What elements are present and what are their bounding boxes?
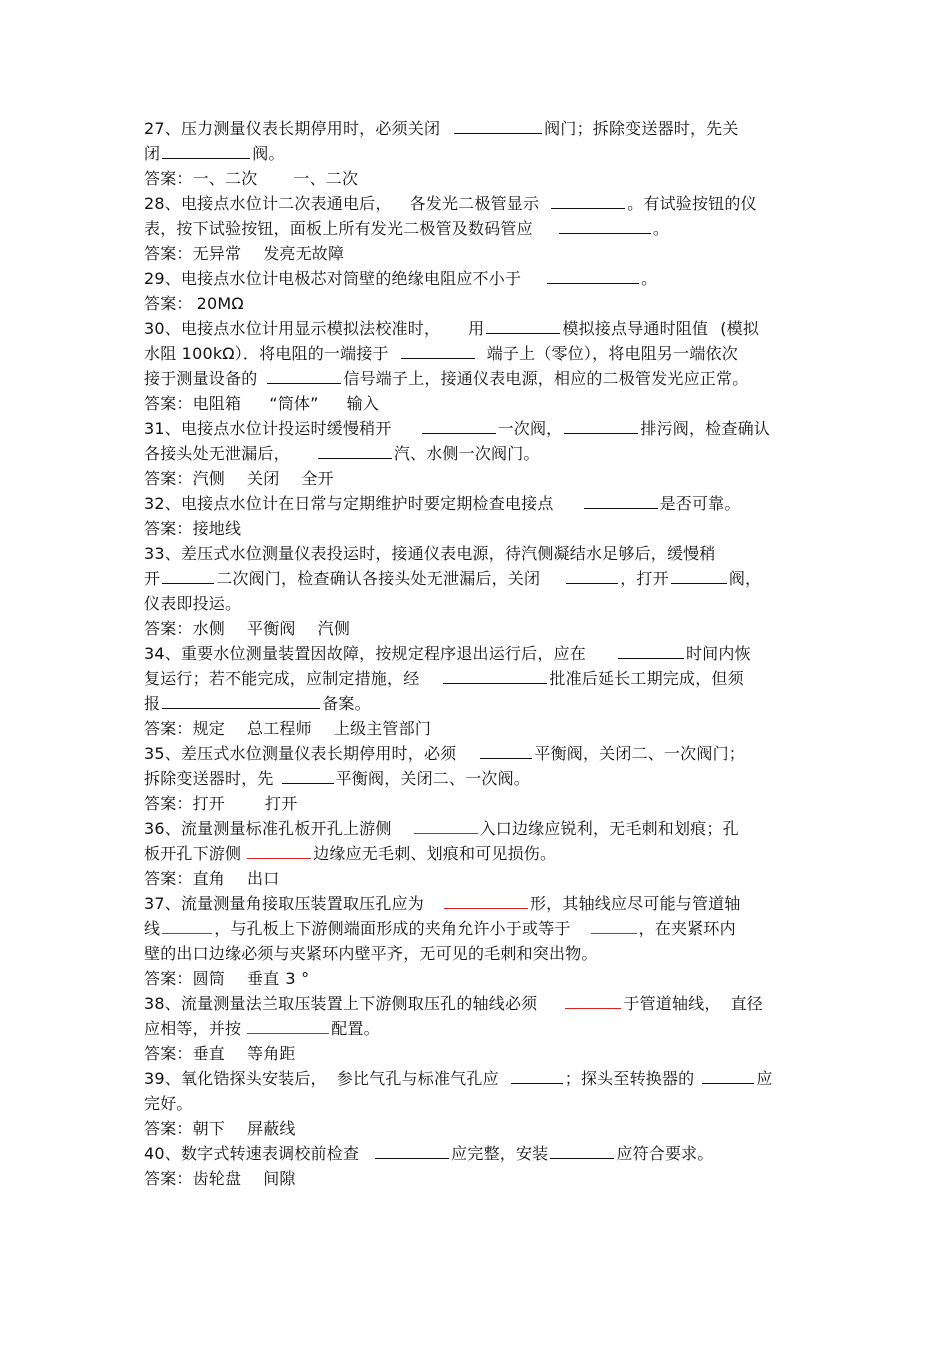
question-line [144, 841, 809, 866]
fill-in-blank [162, 693, 320, 709]
question-line [144, 941, 809, 966]
text-segment: 31、电接点水位计投运时缓慢稍开 [144, 419, 392, 438]
fill-in-blank [486, 318, 560, 334]
question-line [144, 741, 809, 766]
fill-in-blank [454, 118, 542, 134]
text-segment: 发亮无故障 [263, 244, 345, 263]
answer-line [144, 291, 809, 316]
question-line [144, 1066, 809, 1091]
fill-in-blank [547, 268, 639, 284]
text-segment: 答案：直角 [144, 869, 226, 888]
text-segment: 答案：齿轮盘 [144, 1169, 242, 1188]
text-segment: 批准后延长工期完成，但须 [549, 669, 744, 688]
text-segment: 打开 [265, 794, 298, 813]
fill-in-blank [559, 218, 651, 234]
fill-in-blank [702, 1068, 754, 1084]
text-segment: (模拟 [720, 319, 760, 338]
text-segment: 完好。 [144, 1094, 193, 1113]
question-line [144, 191, 809, 216]
text-segment: ，在夹紧环内 [638, 919, 736, 938]
fill-in-blank [618, 643, 684, 659]
text-segment: 复运行；若不能完成，应制定措施，经 [144, 669, 420, 688]
fill-in-blank [247, 1018, 329, 1034]
text-segment: 39、氧化锆探头安装后， [144, 1069, 327, 1088]
answer-line [144, 241, 809, 266]
fill-in-blank [511, 1068, 563, 1084]
question-line [144, 366, 809, 391]
text-segment: 备案。 [322, 694, 371, 713]
fill-in-blank [671, 568, 727, 584]
text-segment: 直径 [730, 994, 763, 1013]
text-segment: 间隙 [263, 1169, 296, 1188]
question-line [144, 441, 809, 466]
text-segment: ，与孔板上下游侧端面形成的夹角允许小于或等于 [214, 919, 571, 938]
text-segment: 拆除变送器时，先 [144, 769, 274, 788]
text-segment: 答案：圆筒 [144, 969, 226, 988]
question-line [144, 816, 809, 841]
answer-line [144, 966, 809, 991]
document-body [144, 116, 809, 1191]
fill-in-blank [401, 343, 475, 359]
text-segment: 报 [144, 694, 161, 713]
text-segment: 答案：水侧 [144, 619, 226, 638]
text-segment: 排污阀，检查确认 [640, 419, 770, 438]
text-segment: 37、流量测量角接取压装置取压孔应为 [144, 894, 424, 913]
text-segment: 二次阀门，检查确认各接头处无泄漏后，关闭 [216, 569, 541, 588]
fill-in-blank [318, 443, 392, 459]
text-segment: 垂直 [247, 969, 280, 988]
answer-line [144, 1116, 809, 1141]
text-segment: 输入 [346, 394, 379, 413]
text-segment: 平衡阀 [247, 619, 296, 638]
question-line [144, 916, 809, 941]
answer-line [144, 716, 809, 741]
question-line [144, 691, 809, 716]
text-segment: 应相等，并按 [144, 1019, 242, 1038]
text-segment: 表，按下试验按钮，面板上所有发光二极管及数码管应 [144, 219, 533, 238]
text-segment: 应完整，安装 [451, 1144, 549, 1163]
text-segment: 边缘应无毛刺、划痕和可见损伤。 [313, 844, 557, 863]
text-segment: 全开 [301, 469, 334, 488]
text-segment: 线 [144, 919, 161, 938]
fill-in-blank [565, 993, 621, 1009]
text-segment: 答案：垂直 [144, 1044, 226, 1063]
answer-line [144, 466, 809, 491]
text-segment: 开 [144, 569, 161, 588]
text-segment: 36、流量测量标准孔板开孔上游侧 [144, 819, 392, 838]
question-line [144, 891, 809, 916]
question-line [144, 1016, 809, 1041]
question-line [144, 666, 809, 691]
text-segment: 34、重要水位测量装置因故障，按规定程序退出运行后，应在 [144, 644, 586, 663]
text-segment: 答案：接地线 [144, 519, 242, 538]
text-segment: 35、差压式水位测量仪表长期停用时，必须 [144, 744, 457, 763]
text-segment: 平衡阀，关闭二、一次阀门； [534, 744, 745, 763]
question-line [144, 591, 809, 616]
text-segment: 用 [468, 319, 485, 338]
text-segment: ，打开 [620, 569, 669, 588]
text-segment: 各发光二极管显示 [409, 194, 540, 213]
question-line [144, 566, 809, 591]
text-segment: 答案： [144, 294, 193, 313]
text-segment: “筒体” [269, 394, 319, 413]
fill-in-blank [444, 893, 528, 909]
fill-in-blank [443, 668, 547, 684]
text-segment: 接于测量设备的 [144, 369, 258, 388]
text-segment: 信号端子上，接通仪表电源，相应的二极管发光应正常。 [343, 369, 749, 388]
fill-in-blank [375, 1143, 449, 1159]
question-line [144, 141, 809, 166]
answer-line [144, 166, 809, 191]
answer-line [144, 616, 809, 641]
text-segment: 40、数字式转速表调校前检查 [144, 1144, 360, 1163]
text-segment: 一次阀， [497, 419, 563, 438]
fill-in-blank [162, 143, 250, 159]
text-segment: 。有试验按钮的仪 [627, 194, 757, 213]
text-segment: 上级主管部门 [333, 719, 432, 738]
text-segment: 阀， [728, 569, 762, 588]
answer-line [144, 1166, 809, 1191]
text-segment: 板开孔下游侧 [144, 844, 242, 863]
question-line [144, 216, 809, 241]
text-segment: 平衡阀，关闭二、一次阀。 [335, 769, 531, 788]
text-segment: 38、流量测量法兰取压装置上下游侧取压孔的轴线必须 [144, 994, 538, 1013]
text-segment: 28、电接点水位计二次表通电后， [144, 194, 392, 213]
text-segment: 29、电接点水位计电极芯对筒壁的绝缘电阻应不小于 [144, 269, 522, 288]
text-segment: 模拟接点导通时阻值 [562, 319, 709, 338]
question-line [144, 116, 809, 141]
fill-in-blank [566, 568, 618, 584]
text-segment: 答案：打开 [144, 794, 226, 813]
fill-in-blank [591, 918, 637, 934]
text-segment: 应符合要求。 [616, 1144, 714, 1163]
text-segment: 答案：朝下 [144, 1119, 226, 1138]
question-line [144, 491, 809, 516]
text-segment: 32、电接点水位计在日常与定期维护时要定期检查电接点 [144, 494, 554, 513]
text-segment: 端子上（零位），将电阻另一端依次 [486, 344, 738, 363]
question-line [144, 641, 809, 666]
text-segment: 水阻 100kΩ）．将电阻的一端接于 [144, 344, 389, 363]
fill-in-blank [422, 418, 496, 434]
question-line [144, 991, 809, 1016]
fill-in-blank [414, 818, 478, 834]
text-segment: 30、电接点水位计用显示模拟法校准时， [144, 319, 441, 338]
text-segment: 关闭 [247, 469, 280, 488]
text-segment: 答案：电阻箱 [144, 394, 242, 413]
text-segment: 配置。 [331, 1019, 380, 1038]
text-segment: ；探头至转换器的 [564, 1069, 695, 1088]
text-segment: 参比气孔与标准气孔应 [336, 1069, 499, 1088]
question-line [144, 341, 809, 366]
text-segment: 3 ° [285, 969, 310, 988]
text-segment: 应 [756, 1069, 773, 1088]
text-segment: 阀门；拆除变送器时，先关 [544, 119, 739, 138]
text-segment: 答案：无异常 [144, 244, 242, 263]
text-segment: 各接头处无泄漏后， [144, 444, 290, 463]
text-segment: 答案：规定 [144, 719, 226, 738]
answer-line [144, 866, 809, 891]
fill-in-blank [247, 843, 311, 859]
text-segment: 屏蔽线 [247, 1119, 296, 1138]
text-segment: 阀。 [252, 144, 285, 163]
text-segment: 闭 [144, 144, 161, 163]
text-segment: 答案：汽侧 [144, 469, 226, 488]
fill-in-blank [550, 1143, 614, 1159]
text-segment: 27、压力测量仪表长期停用时，必须关闭 [144, 119, 441, 138]
fill-in-blank [551, 193, 625, 209]
answer-line [144, 516, 809, 541]
fill-in-blank [584, 493, 658, 509]
question-line [144, 766, 809, 791]
text-segment: 于管道轴线， [623, 994, 721, 1013]
fill-in-blank [267, 368, 341, 384]
text-segment: 20MΩ [196, 294, 244, 313]
fill-in-blank [162, 568, 214, 584]
text-segment: 仪表即投运。 [144, 594, 242, 613]
fill-in-blank [162, 918, 212, 934]
question-line [144, 1141, 809, 1166]
text-segment: 时间内恢 [685, 644, 751, 663]
answer-line [144, 1041, 809, 1066]
text-segment: 。 [641, 269, 658, 288]
text-segment: 33、差压式水位测量仪表投运时，接通仪表电源，待汽侧凝结水足够后，缓慢稍 [144, 544, 716, 563]
text-segment: 总工程师 [247, 719, 312, 738]
answer-line [144, 791, 809, 816]
text-segment: 汽侧 [317, 619, 351, 638]
text-segment: 等角距 [247, 1044, 296, 1063]
question-line [144, 1091, 809, 1116]
question-line [144, 266, 809, 291]
question-line [144, 416, 809, 441]
answer-line [144, 391, 809, 416]
text-segment: 汽、水侧一次阀门。 [393, 444, 540, 463]
fill-in-blank [282, 768, 334, 784]
fill-in-blank [564, 418, 638, 434]
question-line [144, 316, 809, 341]
text-segment: 出口 [247, 869, 280, 888]
text-segment: 入口边缘应锐利，无毛刺和划痕；孔 [479, 819, 739, 838]
text-segment: 。 [652, 219, 670, 238]
text-segment: 壁的出口边缘必须与夹紧环内壁平齐，无可见的毛刺和突出物。 [144, 944, 598, 963]
fill-in-blank [480, 743, 532, 759]
text-segment: 答案：一、二次 [144, 169, 258, 188]
text-segment: 是否可靠。 [659, 494, 741, 513]
question-line [144, 541, 809, 566]
text-segment: 一、二次 [293, 169, 359, 188]
text-segment: 形，其轴线应尽可能与管道轴 [529, 894, 741, 913]
